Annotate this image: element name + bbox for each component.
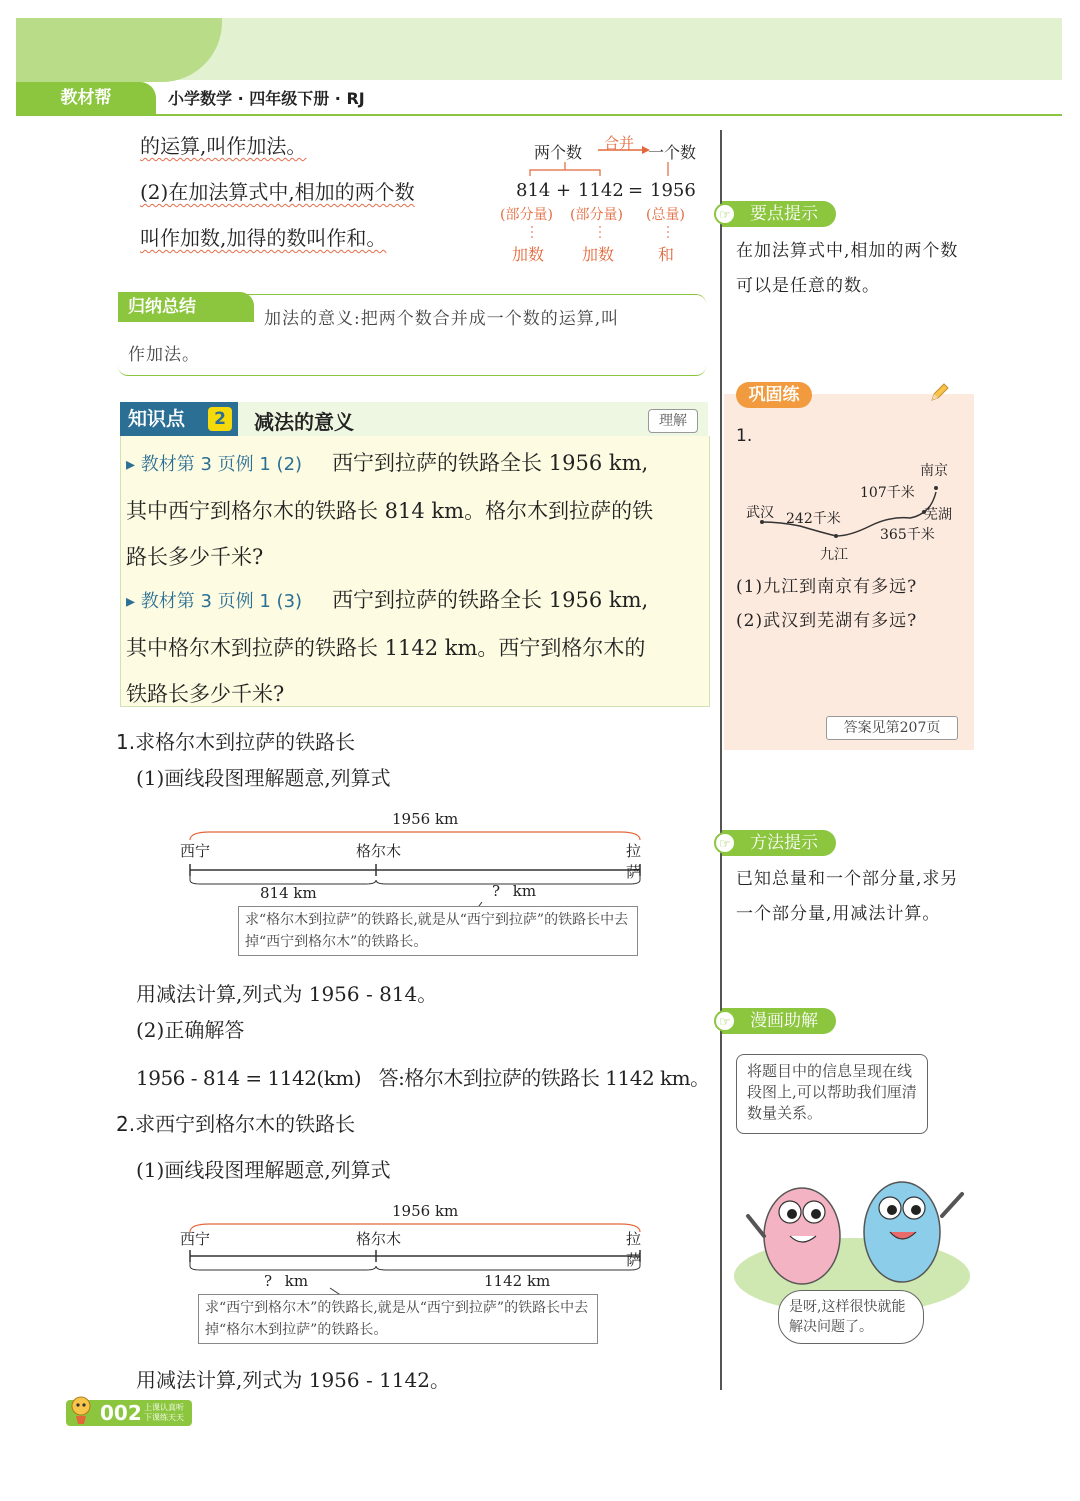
explanation-note-2: 求“西宁到格尔木”的铁路长,就是从“西宁到拉萨”的铁路长中去掉“格尔木到拉萨”的铁路长。 [198, 1294, 598, 1344]
place-xining: 西宁 [180, 1230, 211, 1248]
route-map [740, 456, 970, 566]
wuhan-label: 武汉 [746, 505, 774, 521]
question-2: (2)武汉到芜湖有多远? [736, 611, 918, 631]
part-label-1: (部分量) [500, 207, 553, 223]
eq-equals: = [628, 180, 644, 201]
merge-label: 合并 [604, 134, 635, 152]
knowledge-point-title: 减法的意义 [254, 410, 354, 434]
understand-tag: 理解 [648, 409, 698, 433]
distance-365-label: 365千米 [880, 527, 935, 543]
distance-107-label: 107千米 [860, 485, 915, 501]
sum-label: 和 [658, 245, 675, 264]
section-1-answer: 1956 - 814 = 1142(km) 答:格尔木到拉萨的铁路长 1142 km。 [136, 1066, 710, 1090]
part-label-2: (部分量) [570, 207, 623, 223]
example-2: ▸ 教材第 3 页例 1 (3) 西宁到拉萨的铁路全长 1956 km, 其中格尔木到拉萨的铁路长 1142 km。西宁到格尔木的 铁路长多少千米? [126, 588, 649, 706]
method-tag: 方法提示 [722, 830, 836, 856]
jiujiang-label: 九江 [820, 547, 848, 563]
place-lasa: 拉萨 [626, 1230, 642, 1269]
section-2-heading: 2.求西宁到格尔木的铁路长 [116, 1112, 356, 1136]
place-geermu: 格尔木 [356, 1230, 402, 1248]
knowledge-point-number: 2 [208, 407, 232, 431]
addend-label-2: 加数 [582, 245, 615, 264]
addition-diagram [500, 130, 715, 270]
two-numbers-label: 两个数 [534, 143, 583, 162]
summary-text-1: 加法的意义:把两个数合并成一个数的运算,叫 [264, 309, 620, 329]
answer-reference[interactable]: 答案见第207页 [826, 716, 958, 740]
segment-diagram-1 [180, 806, 650, 962]
total-label: (总量) [646, 207, 685, 223]
intro-line-2: (2)在加法算式中,相加的两个数 [140, 180, 415, 204]
total-length-label: 1956 km [392, 1202, 459, 1220]
part-left-label: 814 km [260, 884, 317, 902]
summary-tag: 归纳总结 [118, 292, 254, 322]
explanation-note-1: 求“格尔木到拉萨”的铁路长,就是从“西宁到拉萨”的铁路长中去掉“西宁到格尔木”的铁路长。 [238, 906, 638, 956]
eq-1142: 1142 [578, 180, 624, 201]
intro-line-1: 的运算,叫作加法。 [140, 134, 307, 158]
section-1-step-2: (2)正确解答 [136, 1018, 245, 1042]
section-2-step-1: (1)画线段图理解题意,列算式 [136, 1158, 391, 1182]
total-length-label: 1956 km [392, 810, 459, 828]
eq-814: 814 [516, 180, 551, 201]
comic-tag: 漫画助解 [722, 1008, 836, 1034]
eq-plus: + [556, 180, 572, 201]
section-2-formula: 用减法计算,列式为 1956 - 1142。 [136, 1368, 450, 1392]
speech-bubble-1: 将题目中的信息呈现在线段图上,可以帮助我们厘清数量关系。 [736, 1054, 928, 1134]
practice-number: 1. [736, 426, 753, 446]
section-1-step-1: (1)画线段图理解题意,列算式 [136, 766, 391, 790]
example-2-ref[interactable]: ▸ 教材第 3 页例 1 (3) [126, 591, 303, 612]
tip-tag: 要点提示 [722, 201, 836, 227]
cartoon-illustration [732, 1136, 972, 1316]
question-1: (1)九江到南京有多远? [736, 577, 918, 597]
column-divider [720, 130, 722, 1390]
practice-tag: 巩固练 [736, 382, 812, 408]
method-text: 已知总量和一个部分量,求另一个部分量,用减法计算。 [736, 869, 959, 924]
distance-242-label: 242千米 [786, 511, 841, 527]
pointing-hand-icon: ☞ [714, 203, 736, 225]
part-left-label: ? km [264, 1272, 309, 1290]
tip-text: 在加法算式中,相加的两个数可以是任意的数。 [736, 241, 959, 296]
book-title: 小学数学 · 四年级下册 · RJ [168, 89, 365, 108]
part-right-label: ? km [492, 882, 537, 900]
example-1-ref[interactable]: ▸ 教材第 3 页例 1 (2) [126, 454, 303, 475]
wuhu-label: 芜湖 [924, 507, 952, 523]
part-right-label: 1142 km [484, 1272, 551, 1290]
header-decoration [16, 18, 222, 82]
page-slogan: 上课认真听 下课练天天 [144, 1403, 184, 1422]
speech-bubble-2: 是呀,这样很快就能解决问题了。 [778, 1290, 924, 1344]
intro-line-3: 叫作加数,加得的数叫作和。 [140, 226, 387, 250]
segment-diagram-2 [180, 1198, 650, 1348]
section-1-formula: 用减法计算,列式为 1956 - 814。 [136, 982, 438, 1006]
one-number-label: 一个数 [648, 143, 697, 162]
nanjing-label: 南京 [920, 463, 948, 479]
pointing-hand-icon: ☞ [714, 1010, 736, 1032]
knowledge-point-label: 知识点 [120, 402, 238, 436]
pointing-hand-icon: ☞ [714, 832, 736, 854]
addend-label-1: 加数 [512, 245, 545, 264]
summary-text-2: 作加法。 [128, 345, 200, 365]
section-1-heading: 1.求格尔木到拉萨的铁路长 [116, 730, 356, 754]
pencil-icon [928, 382, 950, 404]
place-xining: 西宁 [180, 842, 211, 860]
eq-1956: 1956 [650, 180, 696, 201]
place-lasa: 拉萨 [626, 842, 642, 881]
page-number: 002 [100, 1401, 142, 1425]
example-1: ▸ 教材第 3 页例 1 (2) 西宁到拉萨的铁路全长 1956 km, 其中西宁到格尔木的铁路长 814 km。格尔木到拉萨的铁 路长多少千米? [126, 451, 654, 569]
brand-tag: 教材帮 [16, 82, 156, 114]
mascot-icon [68, 1394, 94, 1424]
place-geermu: 格尔木 [356, 842, 402, 860]
